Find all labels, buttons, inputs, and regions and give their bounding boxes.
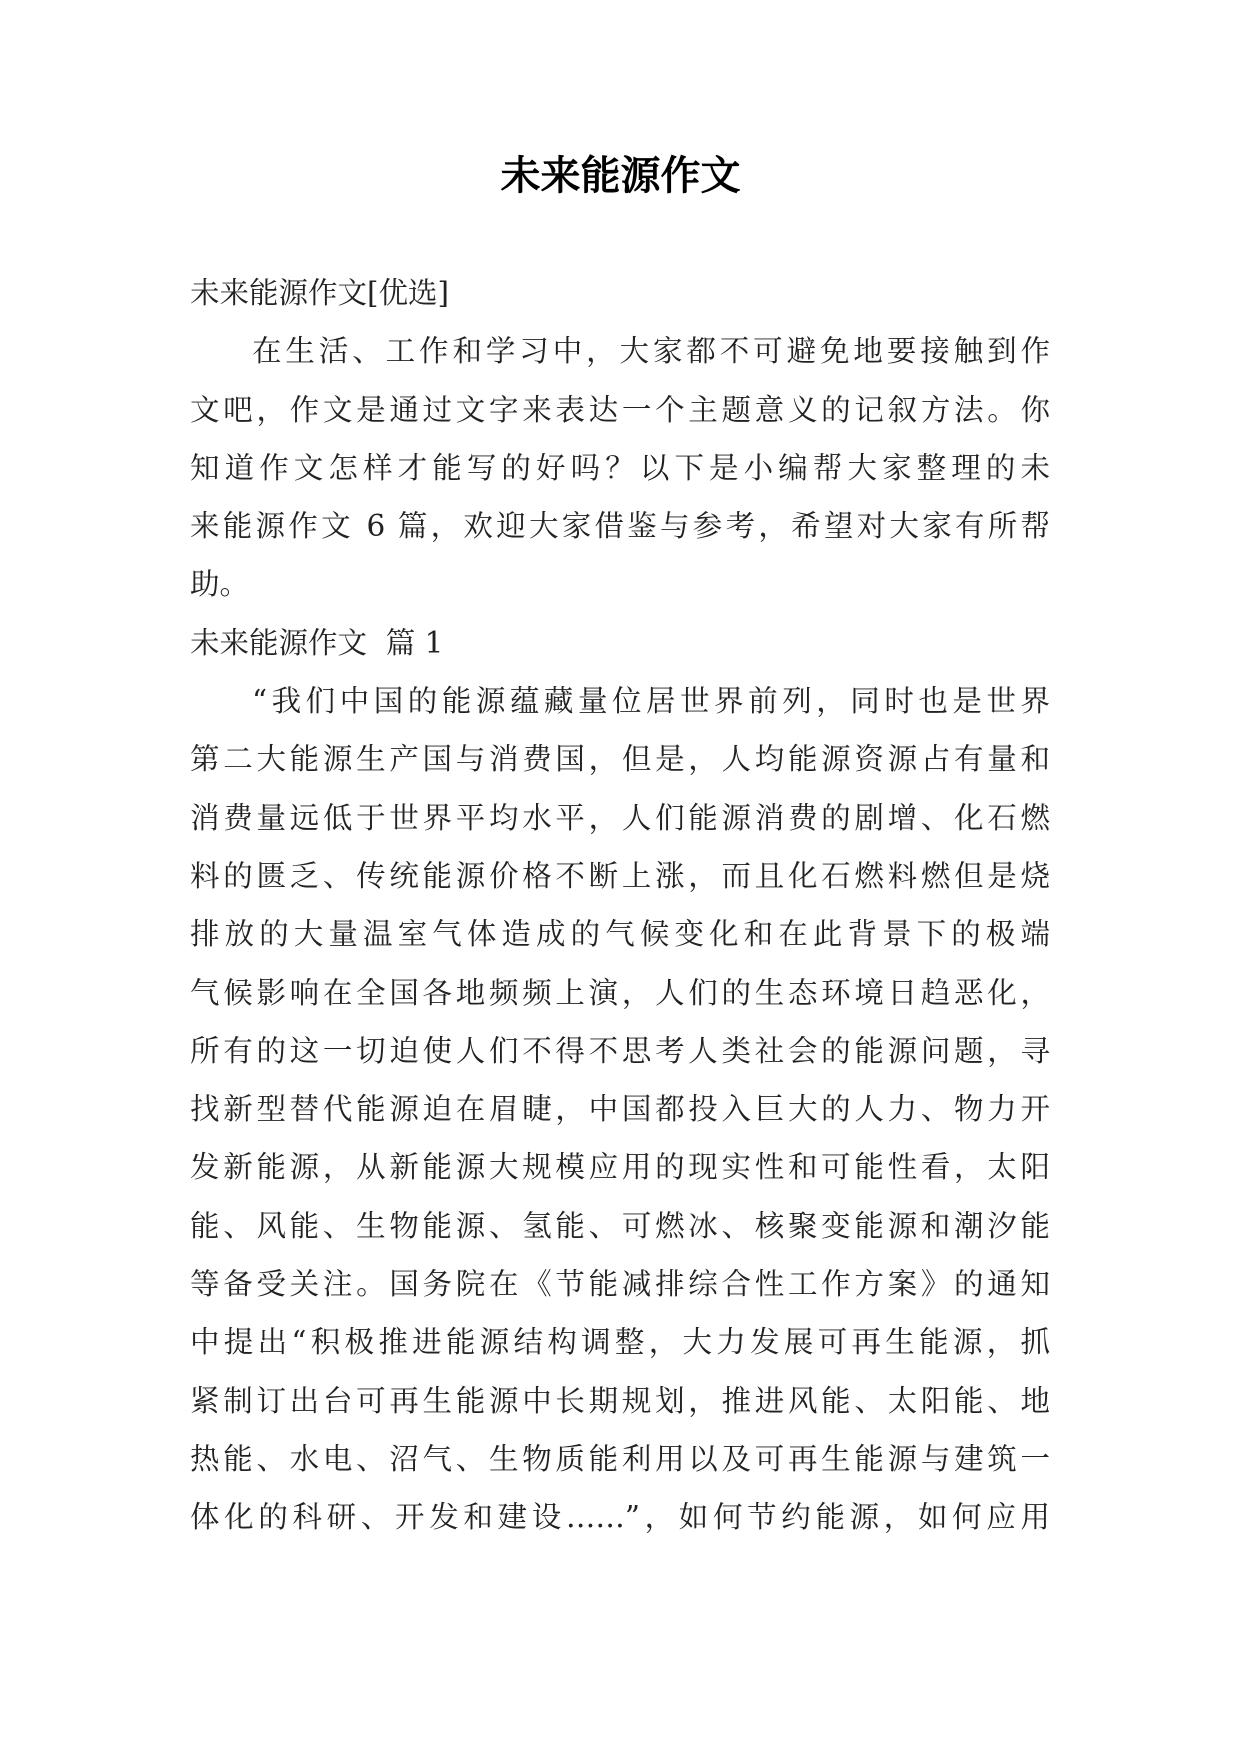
document-title: 未来能源作文 bbox=[500, 153, 741, 199]
document-body bbox=[190, 264, 1050, 1547]
essay-line: 找新型替代能源迫在眉睫，中国都投入巨大的人力、物力开 bbox=[190, 1092, 1050, 1127]
essay-line: “我们中国的能源蕴藏量位居世界前列，同时也是世界 bbox=[252, 684, 1050, 719]
intro-line: 来能源作文 6 篇，欢迎大家借鉴与参考，希望对大家有所帮 bbox=[190, 509, 1050, 544]
essay-line: 紧制订出台可再生能源中长期规划，推进风能、太阳能、地 bbox=[190, 1383, 1050, 1418]
essay-line: 第二大能源生产国与消费国，但是，人均能源资源占有量和 bbox=[190, 742, 1050, 777]
intro-line: 在生活、工作和学习中，大家都不可避免地要接触到作 bbox=[252, 334, 1050, 369]
essay-line: 体化的科研、开发和建设……”，如何节约能源，如何应用 bbox=[190, 1500, 1050, 1535]
intro-line: 知道作文怎样才能写的好吗？以下是小编帮大家整理的未 bbox=[190, 450, 1050, 485]
intro-line: 助。 bbox=[190, 567, 250, 602]
essay-line: 发新能源，从新能源大规模应用的现实性和可能性看，太阳 bbox=[190, 1150, 1050, 1185]
essay-line: 料的匮乏、传统能源价格不断上涨，而且化石燃料燃但是烧 bbox=[190, 858, 1050, 893]
essay-line: 热能、水电、沼气、生物质能利用以及可再生能源与建筑一 bbox=[190, 1441, 1050, 1476]
document-heading: 未来能源作文[优选] bbox=[190, 276, 450, 310]
essay-line: 中提出“积极推进能源结构调整，大力发展可再生能源，抓 bbox=[190, 1325, 1050, 1360]
essay-line: 消费量远低于世界平均水平，人们能源消费的剧增、化石燃 bbox=[190, 800, 1050, 835]
essay-line: 能、风能、生物能源、氢能、可燃冰、核聚变能源和潮汐能 bbox=[190, 1208, 1050, 1243]
intro-line: 文吧，作文是通过文字来表达一个主题意义的记叙方法。你 bbox=[190, 392, 1050, 427]
section-heading: 未来能源作文 篇 1 bbox=[190, 625, 444, 660]
essay-line: 等备受关注。国务院在《节能减排综合性工作方案》的通知 bbox=[190, 1267, 1050, 1302]
essay-line: 排放的大量温室气体造成的气候变化和在此背景下的极端 bbox=[190, 917, 1050, 952]
essay-line: 所有的这一切迫使人们不得不思考人类社会的能源问题，寻 bbox=[190, 1033, 1050, 1068]
essay-line: 气候影响在全国各地频频上演，人们的生态环境日趋恶化， bbox=[190, 975, 1050, 1010]
